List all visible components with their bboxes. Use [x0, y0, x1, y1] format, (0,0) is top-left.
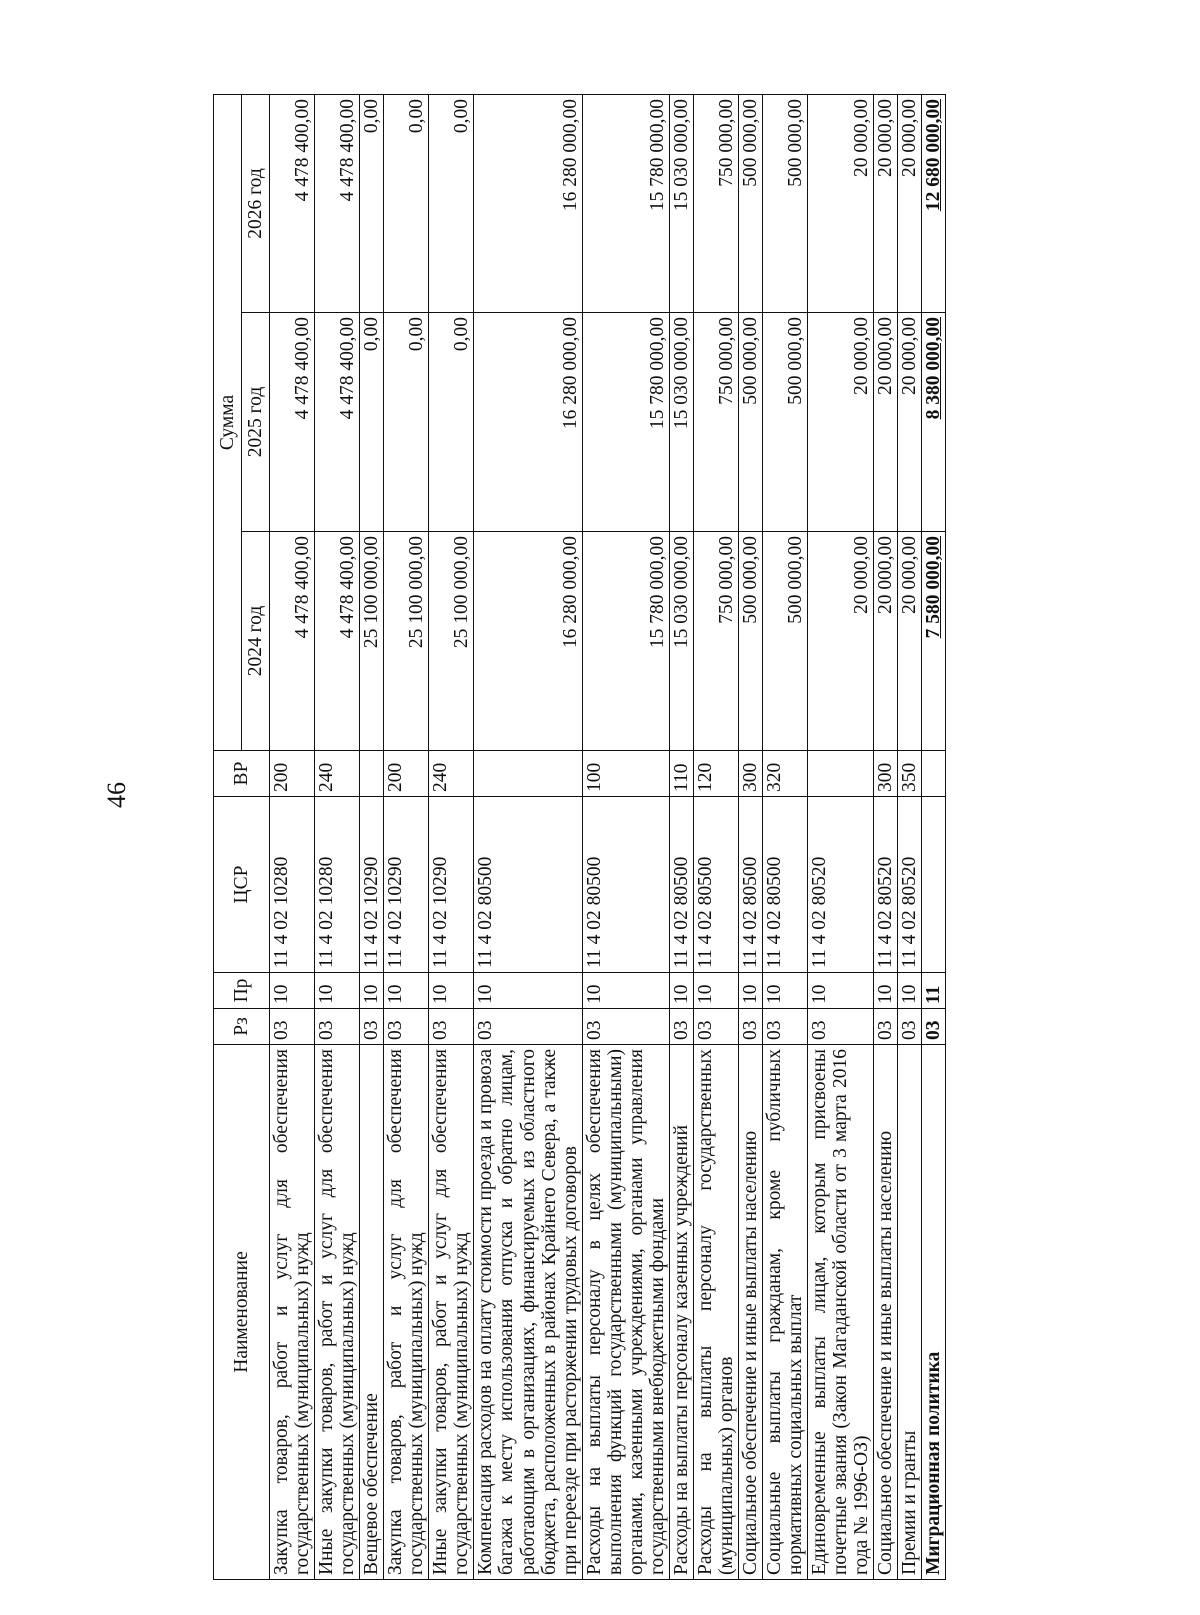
cell-pr: 10: [808, 973, 874, 1009]
cell-2026: 15 780 000,00: [582, 95, 669, 313]
cell-name: Иные закупки товаров, работ и услуг для обеспечения государственных (муниципальных) нужд: [429, 1045, 474, 1580]
cell-rz: 03: [384, 1009, 429, 1045]
cell-2025: 500 000,00: [763, 313, 808, 532]
cell-pr: 10: [874, 973, 898, 1009]
cell-csr: 11 4 02 80500: [763, 797, 808, 973]
cell-2026: 16 280 000,00: [474, 95, 582, 313]
cell-rz: 03: [270, 1009, 315, 1045]
header-vr: ВР: [214, 751, 270, 797]
cell-pr: 10: [360, 973, 384, 1009]
cell-csr: 11 4 02 80520: [898, 797, 922, 973]
cell-vr: 300: [874, 751, 898, 797]
cell-rz: 03: [669, 1009, 693, 1045]
cell-rz: 03: [738, 1009, 762, 1045]
header-2024: 2024 год: [242, 532, 270, 751]
cell-2026: 15 030 000,00: [669, 95, 693, 313]
header-name: Наименование: [214, 1045, 270, 1580]
table-row: [360, 95, 384, 1580]
cell-csr: 11 4 02 10290: [429, 797, 474, 973]
table-row: [763, 95, 808, 1580]
cell-rz: 03: [922, 1009, 946, 1045]
header-pr: Пр: [214, 973, 270, 1009]
table-row: [582, 95, 669, 1580]
table-body: [270, 95, 946, 1580]
cell-2025: 16 280 000,00: [474, 313, 582, 532]
cell-pr: 10: [384, 973, 429, 1009]
header-csr: ЦСР: [214, 797, 270, 973]
cell-pr: 10: [582, 973, 669, 1009]
header-2026: 2026 год: [242, 95, 270, 313]
cell-2025: 500 000,00: [738, 313, 762, 532]
cell-csr: 11 4 02 80500: [474, 797, 582, 973]
cell-vr: [360, 751, 384, 797]
cell-name: Расходы на выплаты персоналу государственных (муниципальных) органов: [693, 1045, 738, 1580]
table-row: [270, 95, 315, 1580]
cell-2024: 20 000,00: [874, 532, 898, 751]
cell-2025: 4 478 400,00: [270, 313, 315, 532]
cell-2024: 20 000,00: [898, 532, 922, 751]
table-row: [669, 95, 693, 1580]
cell-vr: 240: [429, 751, 474, 797]
table-row: [693, 95, 738, 1580]
table-row: [429, 95, 474, 1580]
cell-csr: 11 4 02 10290: [360, 797, 384, 973]
header-rz: Рз: [214, 1009, 270, 1045]
cell-pr: 10: [315, 973, 360, 1009]
cell-name: Компенсация расходов на оплату стоимости проезда и провоза багажа к месту использования отпуска и обратно лицам, работающим в организациях, финансируемых из областного бюджета, расположенных в районах Крайнего Севера, а также при переезде при расторжении трудовых договоров: [474, 1045, 582, 1580]
cell-2026: 12 680 000,00: [922, 95, 946, 313]
cell-2024: 20 000,00: [808, 532, 874, 751]
cell-vr: 350: [898, 751, 922, 797]
cell-2025: 0,00: [384, 313, 429, 532]
cell-2026: 750 000,00: [693, 95, 738, 313]
cell-rz: 03: [360, 1009, 384, 1045]
cell-rz: 03: [874, 1009, 898, 1045]
cell-pr: 11: [922, 973, 946, 1009]
cell-vr: 120: [693, 751, 738, 797]
cell-csr: 11 4 02 80500: [738, 797, 762, 973]
cell-2025: 8 380 000,00: [922, 313, 946, 532]
table-row: [384, 95, 429, 1580]
cell-2025: 20 000,00: [874, 313, 898, 532]
cell-rz: 03: [808, 1009, 874, 1045]
cell-2024: 500 000,00: [763, 532, 808, 751]
budget-table: [213, 94, 946, 1580]
cell-2026: 500 000,00: [763, 95, 808, 313]
header-2025: 2025 год: [242, 313, 270, 532]
cell-rz: 03: [763, 1009, 808, 1045]
cell-2024: 25 100 000,00: [360, 532, 384, 751]
cell-2025: 15 780 000,00: [582, 313, 669, 532]
cell-rz: 03: [898, 1009, 922, 1045]
cell-2024: 16 280 000,00: [474, 532, 582, 751]
cell-name: Вещевое обеспечение: [360, 1045, 384, 1580]
cell-csr: 11 4 02 10280: [315, 797, 360, 973]
cell-csr: 11 4 02 10280: [270, 797, 315, 973]
table-row: [738, 95, 762, 1580]
cell-2025: 20 000,00: [808, 313, 874, 532]
cell-2024: 750 000,00: [693, 532, 738, 751]
cell-name: Иные закупки товаров, работ и услуг для обеспечения государственных (муниципальных) нужд: [315, 1045, 360, 1580]
cell-vr: 240: [315, 751, 360, 797]
cell-name: Закупка товаров, работ и услуг для обеспечения государственных (муниципальных) нужд: [384, 1045, 429, 1580]
cell-2026: 20 000,00: [808, 95, 874, 313]
cell-2024: 25 100 000,00: [384, 532, 429, 751]
cell-2025: 20 000,00: [898, 313, 922, 532]
cell-pr: 10: [270, 973, 315, 1009]
cell-csr: 11 4 02 80500: [582, 797, 669, 973]
cell-csr: 11 4 02 80500: [669, 797, 693, 973]
cell-2024: 15 780 000,00: [582, 532, 669, 751]
cell-csr: 11 4 02 10290: [384, 797, 429, 973]
table-row: [898, 95, 922, 1580]
cell-csr: 11 4 02 80520: [874, 797, 898, 973]
cell-2024: 25 100 000,00: [429, 532, 474, 751]
cell-2026: 500 000,00: [738, 95, 762, 313]
cell-2026: 4 478 400,00: [315, 95, 360, 313]
cell-vr: 110: [669, 751, 693, 797]
cell-vr: 200: [270, 751, 315, 797]
cell-rz: 03: [693, 1009, 738, 1045]
table-header: [214, 95, 270, 1580]
cell-pr: 10: [693, 973, 738, 1009]
cell-pr: 10: [763, 973, 808, 1009]
cell-pr: 10: [669, 973, 693, 1009]
cell-name: Расходы на выплаты персоналу в целях обеспечения выполнения функций государственными (муниципальными) органами, казенными учреждениями, органами управления государственными внебюджетными фондами: [582, 1045, 669, 1580]
cell-2025: 15 030 000,00: [669, 313, 693, 532]
page-number: 46: [102, 782, 131, 808]
cell-pr: 10: [429, 973, 474, 1009]
cell-rz: 03: [315, 1009, 360, 1045]
cell-pr: 10: [898, 973, 922, 1009]
budget-table-container: [213, 95, 1028, 1580]
table-row: [315, 95, 360, 1580]
cell-name: Расходы на выплаты персоналу казенных учреждений: [669, 1045, 693, 1580]
cell-name: Премии и гранты: [898, 1045, 922, 1580]
cell-2025: 0,00: [429, 313, 474, 532]
cell-vr: 100: [582, 751, 669, 797]
cell-vr: 320: [763, 751, 808, 797]
table-row: [474, 95, 582, 1580]
cell-name: Социальные выплаты гражданам, кроме публичных нормативных социальных выплат: [763, 1045, 808, 1580]
cell-2024: 7 580 000,00: [922, 532, 946, 751]
cell-pr: 10: [738, 973, 762, 1009]
cell-rz: 03: [582, 1009, 669, 1045]
cell-name: Закупка товаров, работ и услуг для обеспечения государственных (муниципальных) нужд: [270, 1045, 315, 1580]
table-row: [808, 95, 874, 1580]
cell-2025: 4 478 400,00: [315, 313, 360, 532]
cell-name: Единовременные выплаты лицам, которым присвоены почетные звания (Закон Магаданской области от 3 марта 2016 года № 1996-ОЗ): [808, 1045, 874, 1580]
cell-csr: 11 4 02 80500: [693, 797, 738, 973]
cell-2026: 4 478 400,00: [270, 95, 315, 313]
cell-2026: 20 000,00: [898, 95, 922, 313]
cell-csr: [922, 797, 946, 973]
table-row: [874, 95, 898, 1580]
cell-rz: 03: [474, 1009, 582, 1045]
cell-rz: 03: [429, 1009, 474, 1045]
cell-2026: 0,00: [360, 95, 384, 313]
cell-pr: 10: [474, 973, 582, 1009]
cell-2025: 0,00: [360, 313, 384, 532]
cell-2026: 0,00: [384, 95, 429, 313]
cell-2026: 20 000,00: [874, 95, 898, 313]
cell-2024: 500 000,00: [738, 532, 762, 751]
cell-name: Социальное обеспечение и иные выплаты населению: [874, 1045, 898, 1580]
cell-2024: 15 030 000,00: [669, 532, 693, 751]
cell-2026: 0,00: [429, 95, 474, 313]
cell-vr: [474, 751, 582, 797]
cell-vr: [808, 751, 874, 797]
cell-2024: 4 478 400,00: [270, 532, 315, 751]
cell-name: Социальное обеспечение и иные выплаты населению: [738, 1045, 762, 1580]
cell-csr: 11 4 02 80520: [808, 797, 874, 973]
cell-name: Миграционная политика: [922, 1045, 946, 1580]
cell-2024: 4 478 400,00: [315, 532, 360, 751]
cell-vr: 300: [738, 751, 762, 797]
header-sum: Сумма: [214, 95, 242, 751]
table-total-row: [922, 95, 946, 1580]
cell-vr: 200: [384, 751, 429, 797]
cell-vr: [922, 751, 946, 797]
cell-2025: 750 000,00: [693, 313, 738, 532]
